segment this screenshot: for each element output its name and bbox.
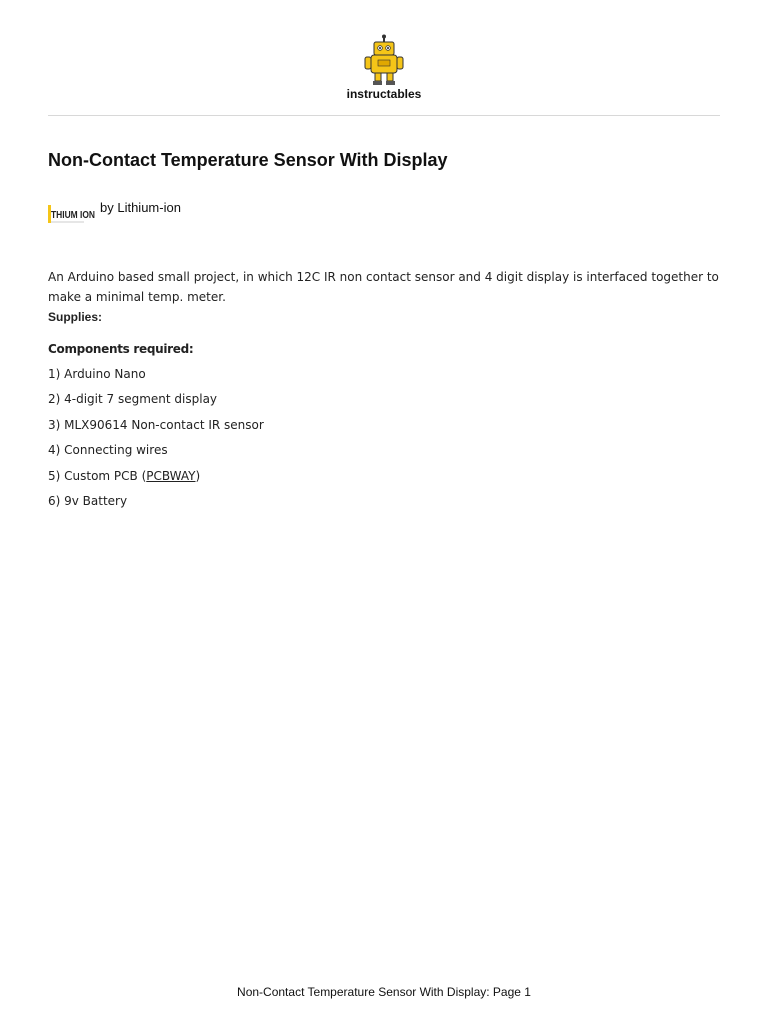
components-heading: Components required: [48, 342, 194, 356]
intro-paragraph: An Arduino based small project, in which 12C IR non contact sensor and 4 digit display is interfaced together to make a minimal temp. meter. [48, 270, 719, 304]
list-item: 1) Arduino Nano [48, 367, 146, 381]
list-item: 2) 4-digit 7 segment display [48, 392, 218, 407]
brand-name[interactable]: instructables [346, 87, 422, 101]
page-title: Non-Contact Temperature Sensor With Display [48, 150, 448, 170]
list-item: 6) 9v Battery [48, 493, 128, 508]
instructables-robot-icon[interactable] [362, 34, 406, 86]
list-item: 4) Connecting wires [48, 443, 168, 458]
page-header [0, 0, 768, 116]
lithium-ion-avatar-icon[interactable] [48, 202, 96, 226]
pcb-item-close: ) [195, 468, 201, 483]
list-item: 3) MLX90614 Non-contact IR sensor [48, 417, 264, 432]
supplies-label: Supplies: [48, 310, 103, 324]
article-body [48, 267, 720, 516]
header-divider [48, 115, 720, 116]
components-list [48, 364, 720, 511]
pcb-item-text: 5) Custom PCB ( [48, 468, 147, 483]
author-byline[interactable]: by Lithium-ion [100, 200, 181, 215]
avatar-text: THIUM ION [51, 210, 95, 221]
page-footer: Non-Contact Temperature Sensor With Display: Page 1 [237, 985, 531, 999]
pcbway-link[interactable]: PCBWAY [146, 468, 196, 483]
list-item-pcb [48, 466, 720, 486]
